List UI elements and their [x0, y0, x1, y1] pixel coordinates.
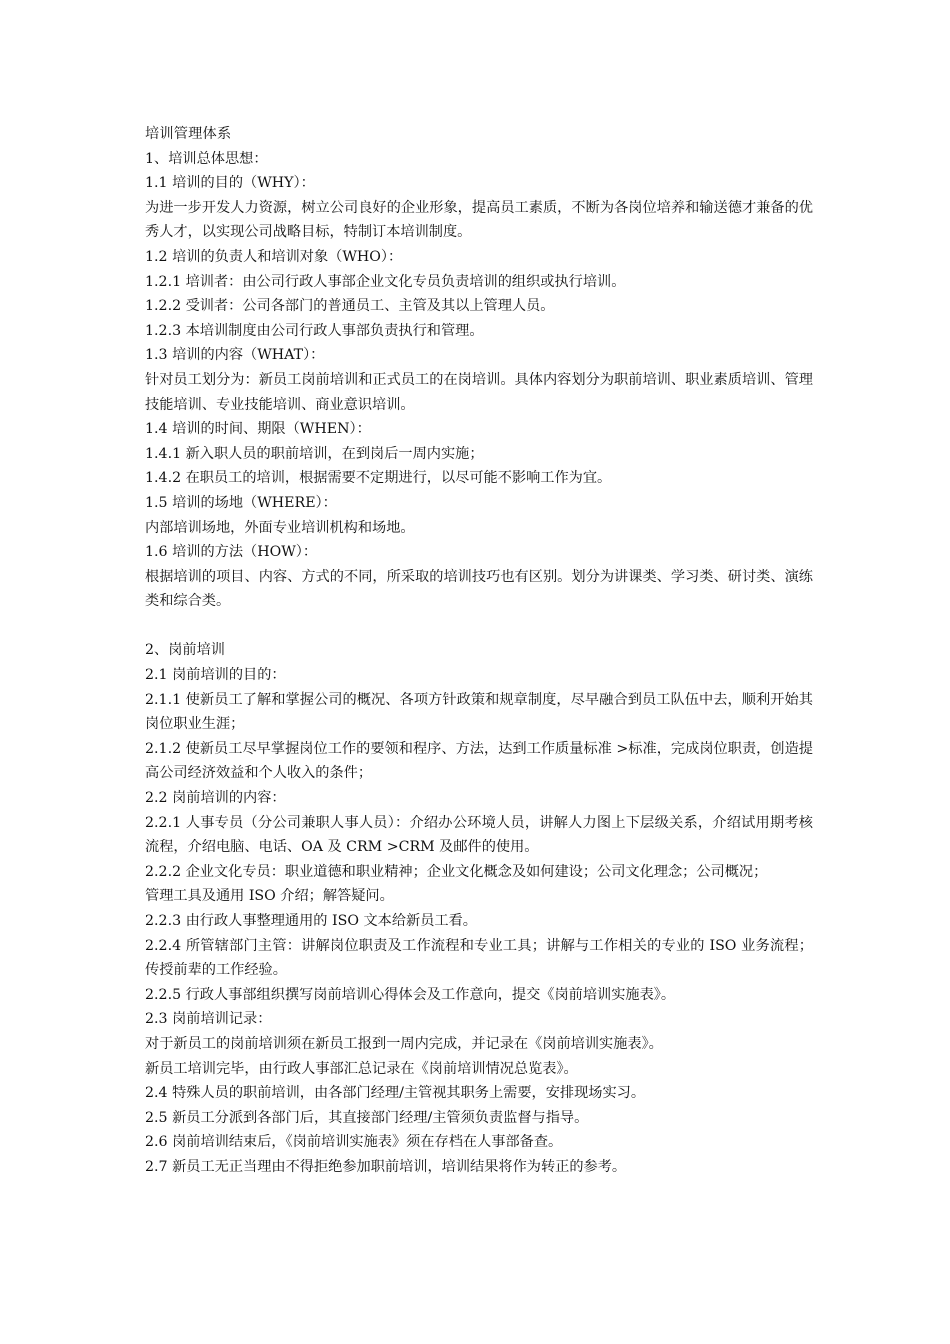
paragraph: 1.4.1 新入职人员的职前培训，在到岗后一周内实施；	[145, 445, 484, 462]
section-1-2-heading: 1.2 培训的负责人和培训对象（WHO）：	[145, 248, 403, 265]
paragraph: 2.2.1 人事专员（分公司兼职人事人员）：介绍办公环境人员，讲解人力图上下层级关系，介绍试用期考核流程，介绍电脑、电话、OA 及 CRM >CRM 及邮件的使用。	[145, 814, 813, 856]
section-1-1-heading: 1.1 培训的目的（WHY）：	[145, 175, 315, 192]
paragraph: 新员工培训完毕，由行政人事部汇总记录在《岗前培训情况总览表》。	[145, 1060, 578, 1077]
paragraph: 2.2.3 由行政人事整理通用的 ISO 文本给新员工看。	[145, 913, 477, 929]
document-title: 培训管理体系	[145, 126, 232, 142]
paragraph: 根据培训的项目、内容、方式的不同，所采取的培训技巧也有区别。划分为讲课类、学习类、研讨类、演练类和综合类。	[145, 568, 813, 610]
paragraph: 1.2.2 受训者：公司各部门的普通员工、主管及其以上管理人员。	[145, 298, 555, 315]
section-2-3-heading: 2.3 岗前培训记录：	[145, 1011, 272, 1028]
paragraph: 1.2.1 培训者：由公司行政人事部企业文化专员负责培训的组织或执行培训。	[145, 273, 626, 290]
paragraph: 对于新员工的岗前培训须在新员工报到一周内完成，并记录在《岗前培训实施表》。	[145, 1035, 663, 1052]
paragraph: 2.2.4 所管辖部门主管：讲解岗位职责及工作流程和专业工具；讲解与工作相关的专业的 ISO 业务流程；传授前辈的工作经验。	[145, 937, 813, 979]
blank-line	[145, 614, 813, 639]
section-1-heading: 1、培训总体思想：	[145, 150, 268, 167]
paragraph: 针对员工划分为：新员工岗前培训和正式员工的在岗培训。具体内容划分为职前培训、职业素质培训、管理技能培训、专业技能培训、商业意识培训。	[145, 371, 813, 413]
paragraph: 1.2.3 本培训制度由公司行政人事部负责执行和管理。	[145, 322, 484, 339]
paragraph: 为进一步开发人力资源，树立公司良好的企业形象，提高员工素质，不断为各岗位培养和输送德才兼备的优秀人才，以实现公司战略目标，特制订本培训制度。	[145, 199, 813, 241]
paragraph: 2.5 新员工分派到各部门后，其直接部门经理/主管须负责监督与指导。	[145, 1109, 589, 1126]
section-1-6-heading: 1.6 培训的方法（HOW）：	[145, 544, 318, 561]
section-2-heading: 2、岗前培训	[145, 642, 225, 659]
paragraph: 2.2.2 企业文化专员：职业道德和职业精神；企业文化概念及如何建设；公司文化理念；公司概况；	[145, 863, 768, 880]
paragraph: 2.4 特殊人员的职前培训，由各部门经理/主管视其职务上需要，安排现场实习。	[145, 1085, 646, 1102]
paragraph: 2.6 岗前培训结束后，《岗前培训实施表》须在存档在人事部备查。	[145, 1134, 563, 1151]
paragraph: 内部培训场地，外面专业培训机构和场地。	[145, 519, 415, 536]
paragraph: 2.2.5 行政人事部组织撰写岗前培训心得体会及工作意向，提交《岗前培训实施表》。	[145, 986, 676, 1003]
section-2-1-heading: 2.1 岗前培训的目的：	[145, 667, 286, 684]
document-page	[145, 122, 813, 1180]
section-1-3-heading: 1.3 培训的内容（WHAT）：	[145, 347, 325, 364]
paragraph: 2.1.2 使新员工尽早掌握岗位工作的要领和程序、方法，达到工作质量标准 >标准，完成岗位职责，创造提高公司经济效益和个人收入的条件；	[145, 740, 813, 782]
section-1-4-heading: 1.4 培训的时间、期限（WHEN）：	[145, 421, 371, 438]
section-1-5-heading: 1.5 培训的场地（WHERE）：	[145, 494, 337, 511]
paragraph: 2.7 新员工无正当理由不得拒绝参加职前培训，培训结果将作为转正的参考。	[145, 1158, 627, 1175]
paragraph: 1.4.2 在职员工的培训，根据需要不定期进行，以尽可能不影响工作为宜。	[145, 470, 612, 487]
paragraph: 2.1.1 使新员工了解和掌握公司的概况、各项方针政策和规章制度，尽早融合到员工队伍中去，顺利开始其岗位职业生涯；	[145, 691, 813, 733]
paragraph: 管理工具及通用 ISO 介绍；解答疑问。	[145, 888, 394, 905]
section-2-2-heading: 2.2 岗前培训的内容：	[145, 790, 286, 807]
